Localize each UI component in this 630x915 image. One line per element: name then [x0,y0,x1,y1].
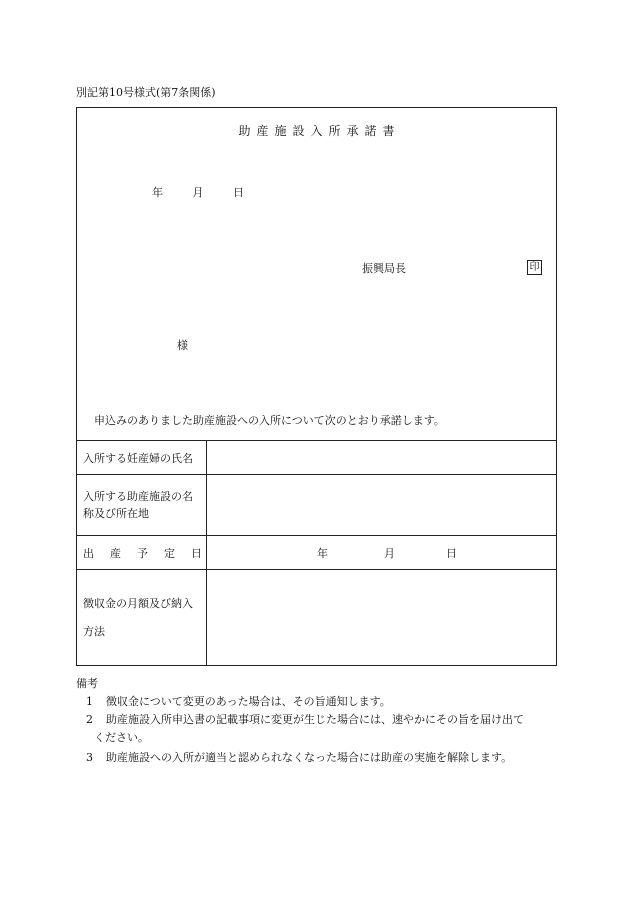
due-date-label-char: 日 [191,546,202,560]
remark-item [86,711,566,747]
seal-mark: 印 [527,260,542,275]
due-date-label-char: 出 [83,546,94,560]
remark-text: 徴収金について変更のあった場合は、その旨通知します。 [106,695,391,708]
issuer-title: 振興局長 [362,262,406,275]
due-date-label-char: 予 [137,546,148,560]
fee-label-line2: 方法 [83,625,105,638]
remark-text-continued: ください。 [94,731,149,744]
remark-number: 2 [86,713,93,726]
remark-number: 1 [86,695,93,708]
fee-field[interactable] [207,570,556,666]
facility-label-line2: 称及び所在地 [83,507,149,520]
facility-field[interactable] [207,475,556,535]
row-due-date [77,535,556,569]
remarks-title: 備考 [76,677,98,690]
row-facility [77,474,556,535]
due-date-units [317,536,457,569]
addressee-suffix: 様 [177,339,188,352]
fee-label [77,570,207,666]
issue-date-year: 年 [152,186,163,199]
approval-statement: 申込みのありました助産施設への入所について次のとおり承諾します。 [94,414,445,427]
issue-date-month: 月 [192,186,204,199]
fee-label-line1: 徴収金の月額及び納入 [83,597,193,610]
row-applicant-name [77,440,556,474]
due-date-label-char: 定 [164,546,175,560]
facility-label [77,475,207,535]
applicant-name-label: 入所する妊産婦の氏名 [77,441,207,474]
facility-label-line1: 入所する助産施設の名 [83,490,193,503]
applicant-name-field[interactable] [207,441,556,474]
form-title: 助産施設入所承諾書 [238,124,401,138]
row-fee [77,569,556,666]
approval-form [76,107,557,666]
due-date-day: 日 [446,546,457,560]
issue-date [152,184,244,200]
form-number-note: 別記第10号様式(第7条関係) [76,86,216,99]
due-date-label-char: 産 [110,546,121,560]
issue-date-day: 日 [233,186,244,199]
due-date-year: 年 [317,546,328,560]
due-date-month: 月 [384,546,395,560]
remark-item [86,749,566,767]
remark-text: 助産施設への入所が適当と認められなくなった場合には助産の実施を解除します。 [106,751,513,764]
due-date-label [77,536,207,569]
remark-item [86,693,566,711]
remark-text: 助産施設入所申込書の記載事項に変更が生じた場合には、速やかにその旨を届け出て [106,713,524,726]
remark-number: 3 [86,751,93,764]
due-date-field[interactable] [207,536,556,569]
